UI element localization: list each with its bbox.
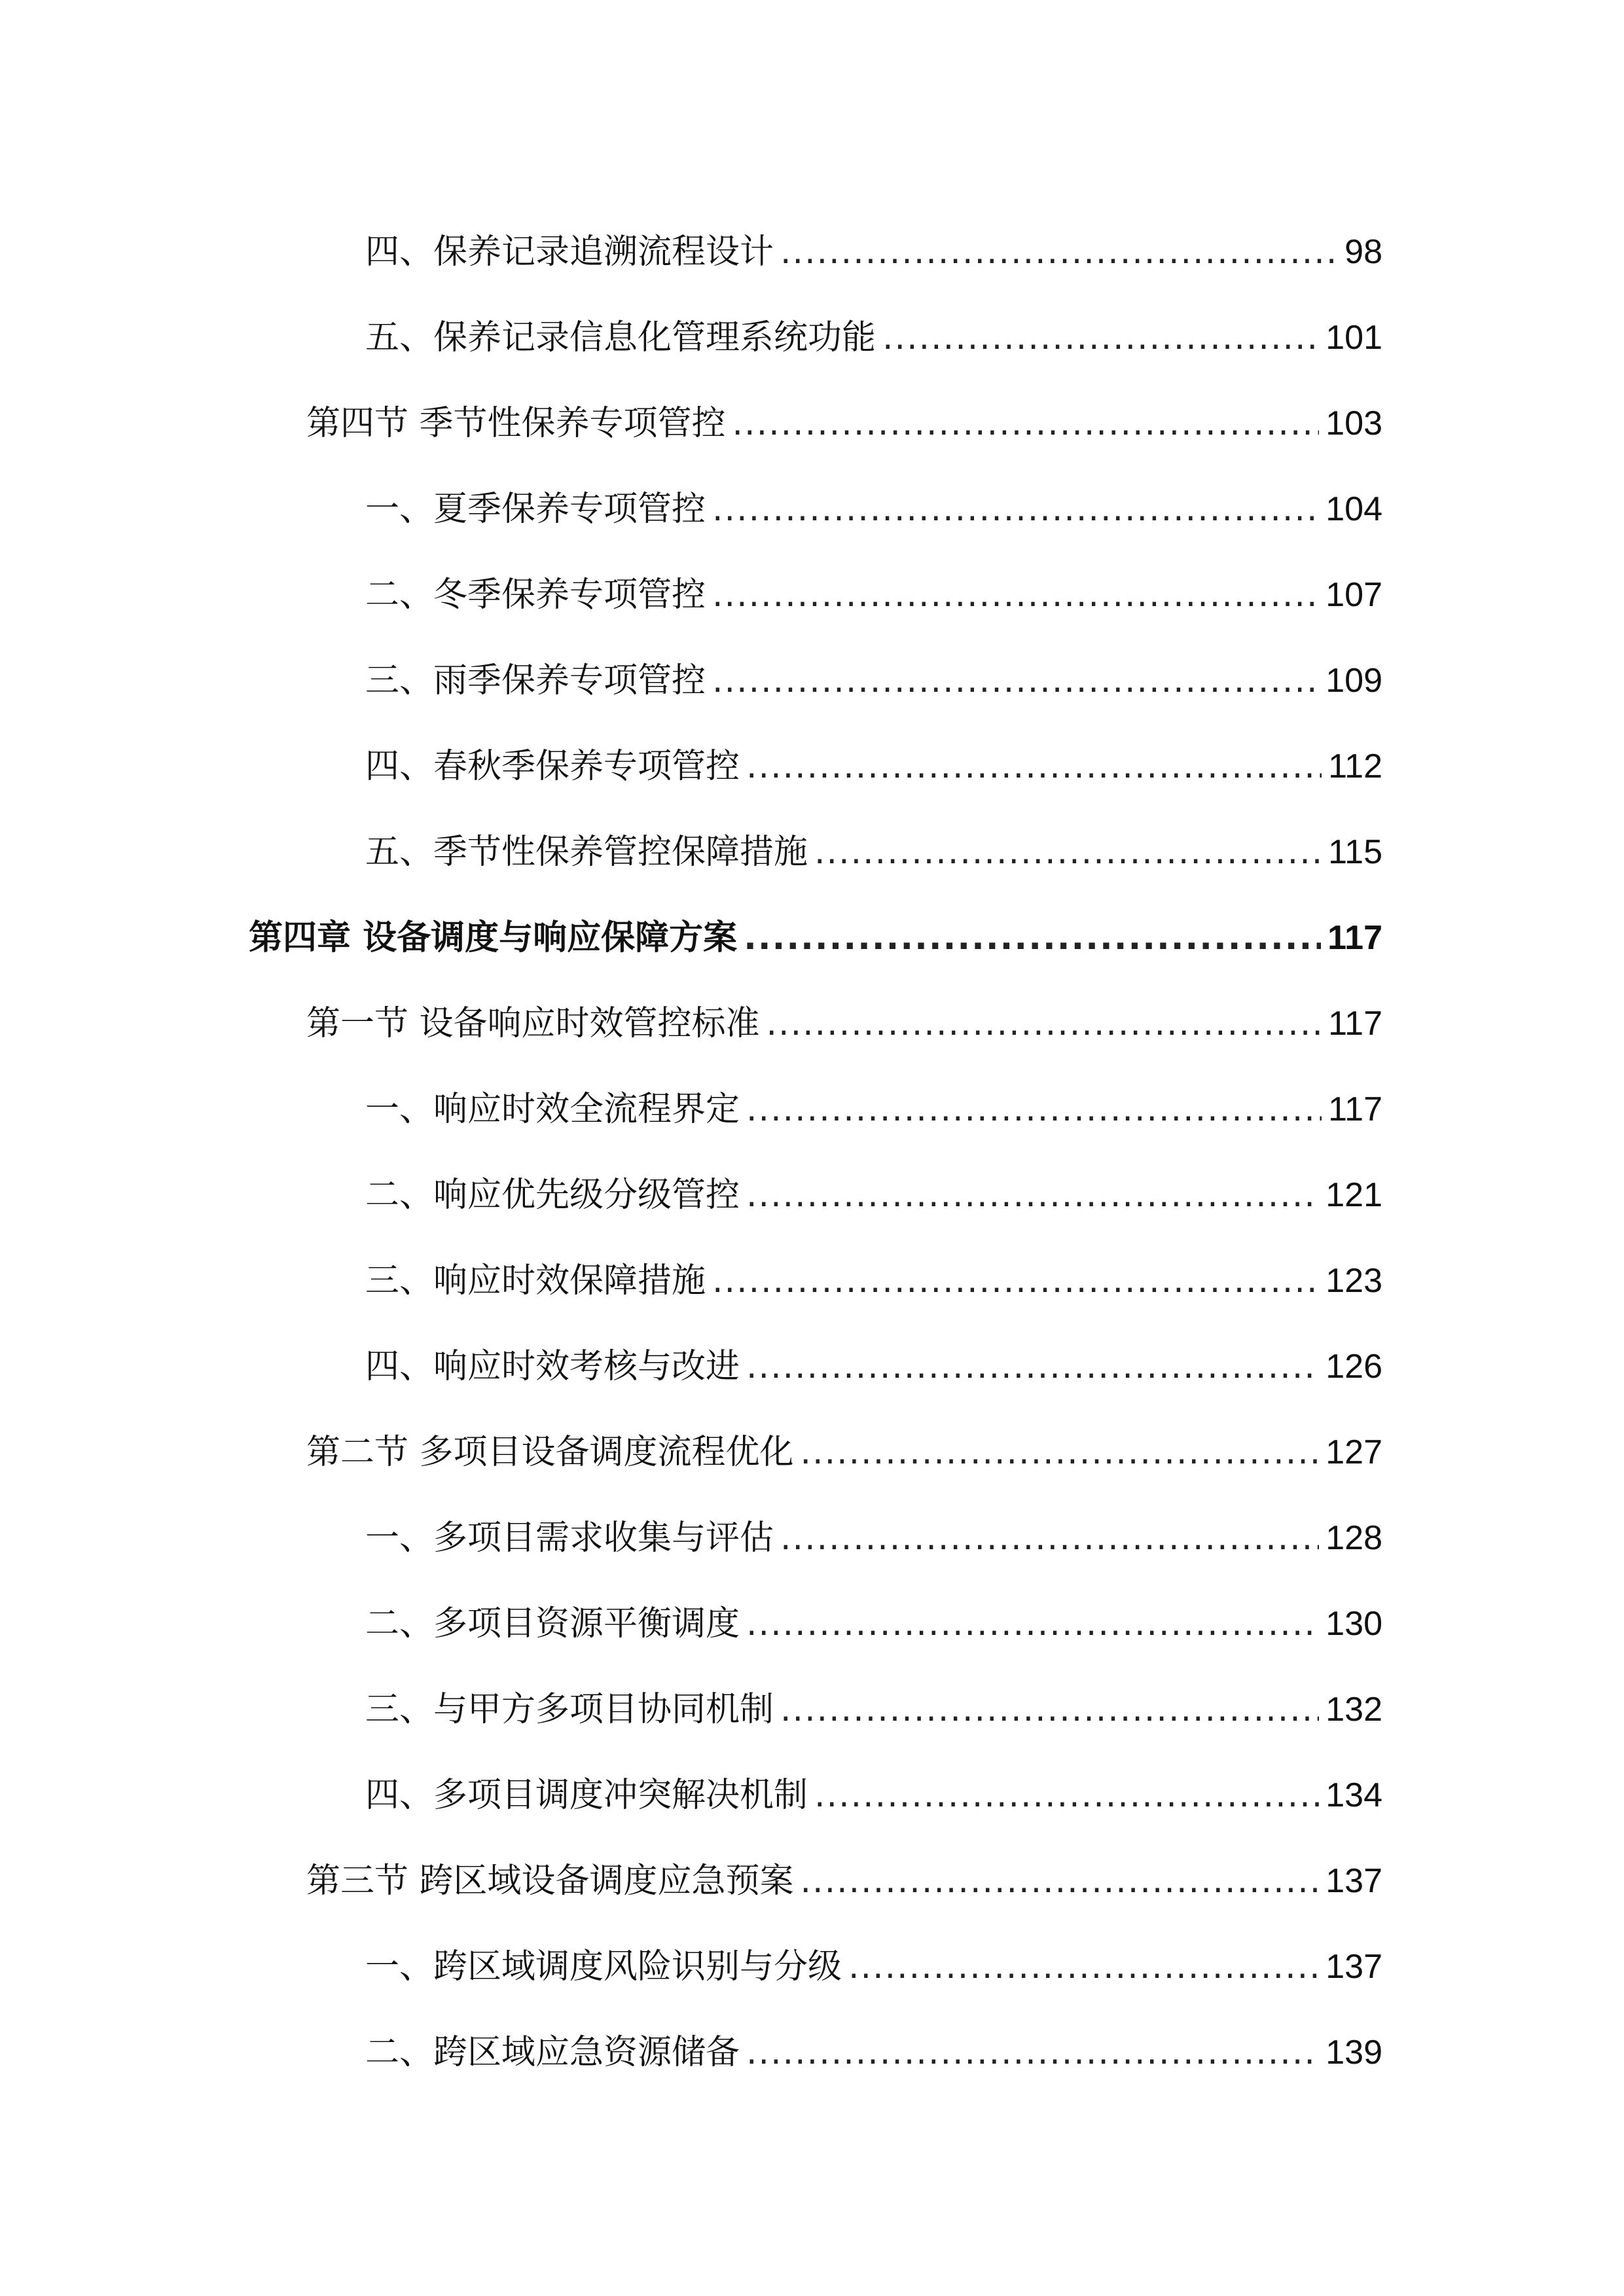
toc-leader-dots (712, 552, 1319, 638)
toc-leader-dots (814, 810, 1322, 895)
toc-entry-page: 98 (1344, 233, 1382, 271)
toc-entry-title: 第四节 季节性保养专项管控 (306, 404, 726, 443)
toc-entry[interactable] (249, 1067, 1382, 1153)
toc-entry-title: 一、响应时效全流程界定 (365, 1090, 740, 1129)
toc-entry-title: 第一节 设备响应时效管控标准 (306, 1004, 760, 1043)
toc-entry-title: 二、冬季保养专项管控 (365, 575, 706, 615)
toc-entry-page: 139 (1326, 2034, 1382, 2072)
toc-entry-title: 五、保养记录信息化管理系统功能 (365, 318, 876, 357)
toc-entry[interactable] (249, 1581, 1382, 1667)
toc-entry-title: 四、多项目调度冲突解决机制 (365, 1776, 808, 1815)
toc-entry-page: 104 (1326, 490, 1382, 528)
toc-entry-page: 128 (1326, 1519, 1382, 1557)
toc-entry-title: 四、响应时效考核与改进 (365, 1347, 740, 1386)
toc-leader-dots (801, 1410, 1320, 1496)
toc-entry[interactable] (249, 2010, 1382, 2096)
toc-leader-dots (746, 1153, 1319, 1238)
toc-entry-title: 二、跨区域应急资源储备 (365, 2033, 740, 2072)
toc-entry-page: 115 (1328, 833, 1382, 871)
toc-entry-title: 一、跨区域调度风险识别与分级 (365, 1947, 842, 1986)
toc-entry-title: 二、多项目资源平衡调度 (365, 1604, 740, 1643)
toc-entry[interactable] (249, 1238, 1382, 1324)
toc-entry-page: 121 (1326, 1176, 1382, 1214)
toc-entry-page: 117 (1327, 919, 1382, 957)
toc-entry[interactable] (249, 1410, 1382, 1496)
toc-entry[interactable] (249, 1496, 1382, 1581)
toc-entry[interactable] (249, 1839, 1382, 1924)
toc-leader-dots (780, 1496, 1319, 1581)
toc-leader-dots (814, 1753, 1319, 1839)
toc-chapter-entry[interactable] (249, 895, 1382, 981)
toc-leader-dots (746, 724, 1322, 810)
toc-entry-title: 三、与甲方多项目协同机制 (365, 1690, 774, 1729)
toc-leader-dots (712, 1238, 1319, 1324)
toc-leader-dots (712, 638, 1319, 724)
table-of-contents (249, 209, 1382, 2096)
toc-entry-title: 一、夏季保养专项管控 (365, 490, 706, 529)
toc-entry[interactable] (249, 1924, 1382, 2010)
toc-entry-page: 137 (1326, 1948, 1382, 1986)
toc-entry-page: 134 (1326, 1776, 1382, 1814)
toc-entry-page: 123 (1326, 1262, 1382, 1300)
toc-entry-title: 五、季节性保养管控保障措施 (365, 833, 808, 872)
toc-entry[interactable] (249, 1753, 1382, 1839)
toc-leader-dots (746, 1324, 1319, 1410)
toc-entry[interactable] (249, 467, 1382, 552)
toc-entry[interactable] (249, 724, 1382, 810)
toc-entry-page: 127 (1326, 1433, 1382, 1471)
toc-entry-page: 101 (1326, 319, 1382, 357)
toc-entry-title: 四、保养记录追溯流程设计 (365, 232, 774, 272)
toc-leader-dots (780, 209, 1338, 295)
toc-entry-page: 132 (1326, 1691, 1382, 1729)
toc-entry-page: 137 (1326, 1862, 1382, 1900)
toc-entry-page: 126 (1326, 1348, 1382, 1386)
toc-entry[interactable] (249, 638, 1382, 724)
toc-entry-page: 112 (1328, 747, 1382, 785)
toc-entry[interactable] (249, 1153, 1382, 1238)
toc-entry[interactable] (249, 552, 1382, 638)
toc-leader-dots (848, 1924, 1319, 2010)
toc-entry-title: 三、响应时效保障措施 (365, 1261, 706, 1300)
toc-entry[interactable] (249, 295, 1382, 381)
toc-entry-title: 二、响应优先级分级管控 (365, 1175, 740, 1215)
toc-entry-title: 一、多项目需求收集与评估 (365, 1518, 774, 1558)
toc-entry-page: 103 (1326, 404, 1382, 442)
toc-entry-page: 130 (1326, 1605, 1382, 1643)
toc-entry-page: 107 (1326, 576, 1382, 614)
toc-entry[interactable] (249, 209, 1382, 295)
toc-entry-title: 第三节 跨区域设备调度应急预案 (306, 1861, 794, 1901)
toc-entry[interactable] (249, 1324, 1382, 1410)
toc-entry-page: 117 (1328, 1005, 1382, 1043)
toc-entry[interactable] (249, 810, 1382, 895)
toc-leader-dots (801, 1839, 1320, 1924)
toc-leader-dots (767, 981, 1322, 1067)
toc-leader-dots (732, 381, 1320, 467)
toc-leader-dots (744, 895, 1321, 981)
toc-entry-title: 第二节 多项目设备调度流程优化 (306, 1433, 794, 1472)
toc-leader-dots (746, 1581, 1319, 1667)
toc-entry-title: 第四章 设备调度与响应保障方案 (249, 918, 738, 958)
toc-entry-title: 四、春秋季保养专项管控 (365, 747, 740, 786)
toc-entry-title: 三、雨季保养专项管控 (365, 661, 706, 700)
toc-leader-dots (780, 1667, 1319, 1753)
toc-leader-dots (746, 1067, 1322, 1153)
toc-entry[interactable] (249, 981, 1382, 1067)
toc-leader-dots (746, 2010, 1319, 2096)
toc-leader-dots (712, 467, 1319, 552)
toc-leader-dots (882, 295, 1319, 381)
toc-entry[interactable] (249, 381, 1382, 467)
toc-entry-page: 109 (1326, 662, 1382, 700)
toc-entry-page: 117 (1328, 1090, 1382, 1128)
toc-entry[interactable] (249, 1667, 1382, 1753)
